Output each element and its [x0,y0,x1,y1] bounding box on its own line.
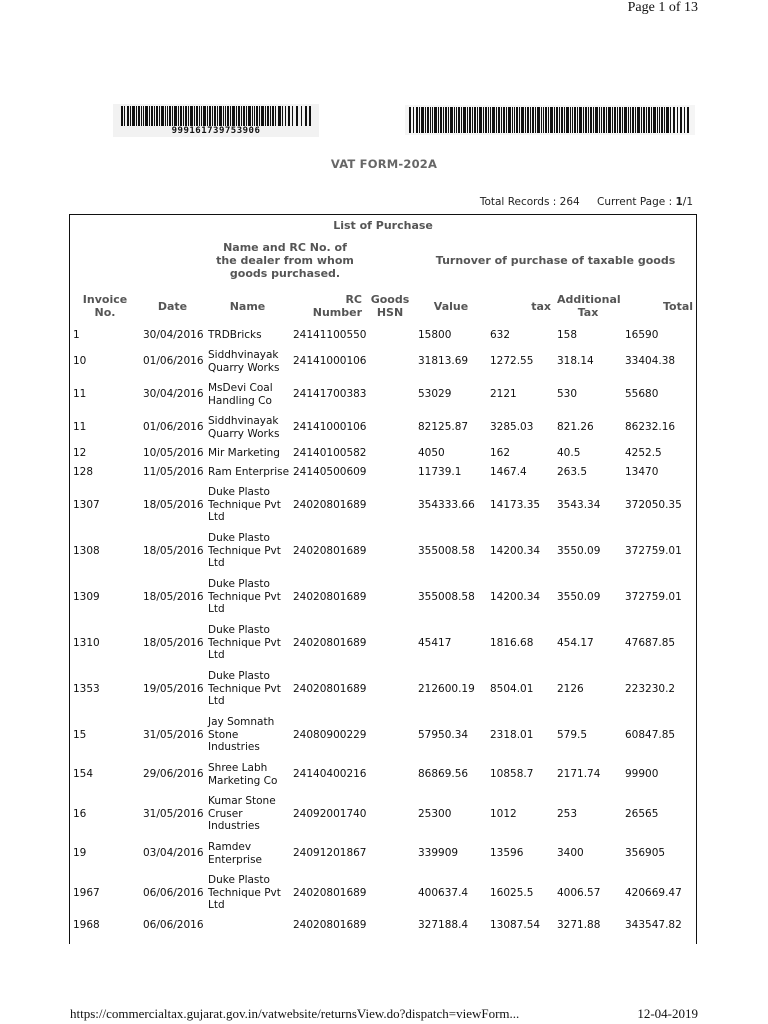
additional-tax: 3550.09 [557,590,601,603]
tax: 1467.4 [490,466,527,479]
value: 57950.34 [418,728,469,741]
additional-tax: 253 [557,807,578,820]
footer-url: https://commercialtax.gujarat.gov.in/vatwebsite/returnsView.do?dispatch=viewForm... [70,1006,520,1021]
col-date: Date [157,299,188,313]
table-caption: List of Purchase [333,218,433,232]
tax: 2121 [490,388,517,401]
table-row [70,326,696,345]
rc-number: 24020801689 [293,682,367,695]
barcode-right [405,105,695,135]
additional-tax: 158 [557,329,578,342]
invoice-no: 1968 [73,919,100,932]
rc-number: 24141000106 [293,355,367,368]
date: 18/05/2016 [143,636,204,649]
date: 10/05/2016 [143,447,204,460]
value: 53029 [418,388,452,401]
table-row [70,345,696,378]
rc-number: 24020801689 [293,886,367,899]
rc-number: 24141000106 [293,421,367,434]
date: 29/06/2016 [143,768,204,781]
date: 31/05/2016 [143,728,204,741]
dealer-name: Duke Plasto Technique Pvt Ltd [208,532,281,570]
dealer-name: MsDevi Coal Handling Co [208,382,273,407]
value: 25300 [418,807,452,820]
dealer-name: TRDBricks [208,329,262,342]
tax: 14173.35 [490,498,541,511]
tax: 14200.34 [490,590,541,603]
date: 03/04/2016 [143,847,204,860]
table-row [70,870,696,916]
tax: 13087.54 [490,919,541,932]
current-page: Current Page : 1/1 [597,196,693,208]
table-row [70,620,696,666]
rc-number: 24080900229 [293,728,367,741]
tax: 14200.34 [490,544,541,557]
additional-tax: 579.5 [557,728,588,741]
col-tax: tax [531,299,551,313]
additional-tax: 2126 [557,682,584,695]
dealer-name: Ramdev Enterprise [208,841,263,866]
table-row [70,444,696,463]
additional-tax: 3543.34 [557,498,601,511]
value: 339909 [418,847,459,860]
rc-number: 24141700383 [293,388,367,401]
goods-hsn [365,528,415,574]
date: 06/06/2016 [143,919,204,932]
value: 4050 [418,447,445,460]
dealer-name: Ram Enterprise [208,466,290,479]
invoice-no: 1353 [73,682,100,695]
additional-tax: 3400 [557,847,584,860]
rc-number: 24020801689 [293,498,367,511]
additional-tax: 263.5 [557,466,588,479]
value: 355008.58 [418,590,475,603]
invoice-no: 11 [73,421,87,434]
col-name: Name [229,299,266,313]
dealer-name: Duke Plasto Technique Pvt Ltd [208,624,281,662]
tax: 10858.7 [490,768,534,781]
table-row [70,574,696,620]
value: 15800 [418,329,452,342]
dealer-name: Siddhvinayak Quarry Works [208,349,280,374]
table-row [70,463,696,482]
tax: 1816.68 [490,636,534,649]
value: 327188.4 [418,919,469,932]
goods-hsn [365,482,415,528]
invoice-no: 19 [73,847,87,860]
total: 372050.35 [625,498,682,511]
purchase-table [70,216,696,935]
goods-hsn [365,378,415,411]
dealer-name: Kumar Stone Cruser Industries [208,795,276,833]
page-indicator: Page 1 of 13 [627,0,698,15]
total: 372759.01 [625,590,682,603]
value: 82125.87 [418,421,469,434]
additional-tax: 4006.57 [557,886,601,899]
invoice-no: 1307 [73,498,100,511]
dealer-name: Jay Somnath Stone Industries [208,716,275,754]
value: 31813.69 [418,355,469,368]
invoice-no: 11 [73,388,87,401]
tax: 3285.03 [490,421,534,434]
invoice-no: 12 [73,447,87,460]
total: 356905 [625,847,666,860]
date: 19/05/2016 [143,682,204,695]
dealer-group-header: Name and RC No. of the dealer from whom goods purchased. [216,240,354,280]
goods-hsn [365,791,415,837]
value: 355008.58 [418,544,475,557]
table-row [70,528,696,574]
dealer-name: Mir Marketing [208,447,280,460]
table-row [70,916,696,935]
barcode-icon [409,107,691,133]
invoice-no: 1310 [73,636,100,649]
invoice-no: 16 [73,807,87,820]
total: 26565 [625,807,659,820]
invoice-no: 1308 [73,544,100,557]
goods-hsn [365,758,415,791]
table-row [70,712,696,758]
goods-hsn [365,620,415,666]
barcode-number: 999161739753906 [171,126,261,136]
rc-number: 24020801689 [293,919,367,932]
total: 223230.2 [625,682,676,695]
total: 13470 [625,466,659,479]
tax: 1272.55 [490,355,534,368]
goods-hsn [365,870,415,916]
goods-hsn [365,326,415,345]
footer-date: 12-04-2019 [637,1006,698,1021]
tax: 13596 [490,847,524,860]
col-invoice-no: Invoice No. [82,293,128,319]
invoice-no: 1309 [73,590,100,603]
tax: 162 [490,447,511,460]
additional-tax: 530 [557,388,578,401]
tax: 2318.01 [490,728,534,741]
col-additional-tax: Additional Tax [557,293,621,319]
date: 01/06/2016 [143,355,204,368]
total: 4252.5 [625,447,662,460]
rc-number: 24140100582 [293,447,367,460]
total: 343547.82 [625,919,682,932]
date: 18/05/2016 [143,544,204,557]
total: 86232.16 [625,421,676,434]
table-row [70,411,696,444]
value: 86869.56 [418,768,469,781]
dealer-name: Duke Plasto Technique Pvt Ltd [208,670,281,708]
rc-number: 24140400216 [293,768,367,781]
total: 420669.47 [625,886,682,899]
total: 372759.01 [625,544,682,557]
total-records: Total Records : 264 [479,196,580,208]
total: 47687.85 [625,636,676,649]
dealer-name: Duke Plasto Technique Pvt Ltd [208,874,281,912]
value: 212600.19 [418,682,475,695]
barcode-icon [121,106,311,126]
invoice-no: 1 [73,329,80,342]
col-rc-number: RC Number [312,293,362,319]
rc-number: 24020801689 [293,590,367,603]
table-row [70,666,696,712]
form-title: VAT FORM-202A [330,157,438,171]
rc-number: 24092001740 [293,807,367,820]
col-total: Total [663,299,694,313]
total: 55680 [625,388,659,401]
date: 31/05/2016 [143,807,204,820]
dealer-name: Duke Plasto Technique Pvt Ltd [208,578,281,616]
table-row [70,482,696,528]
date: 01/06/2016 [143,421,204,434]
records-info [480,196,693,208]
date: 18/05/2016 [143,590,204,603]
goods-hsn [365,463,415,482]
date: 11/05/2016 [143,466,204,479]
invoice-no: 128 [73,466,94,479]
table-row [70,791,696,837]
value: 11739.1 [418,466,462,479]
invoice-no: 154 [73,768,94,781]
goods-hsn [365,411,415,444]
table-row [70,758,696,791]
tax: 632 [490,329,511,342]
total: 99900 [625,768,659,781]
invoice-no: 15 [73,728,87,741]
rc-number: 24091201867 [293,847,367,860]
tax: 1012 [490,807,517,820]
goods-hsn [365,712,415,758]
goods-hsn [365,574,415,620]
additional-tax: 3550.09 [557,544,601,557]
invoice-no: 10 [73,355,87,368]
dealer-name [205,916,290,935]
additional-tax: 2171.74 [557,768,601,781]
goods-hsn [365,837,415,870]
rc-number: 24020801689 [293,544,367,557]
value: 354333.66 [418,498,475,511]
additional-tax: 40.5 [557,447,581,460]
table-row [70,378,696,411]
barcode-left [113,104,319,137]
goods-hsn [365,444,415,463]
rc-number: 24141100550 [293,329,367,342]
date: 06/06/2016 [143,886,204,899]
date: 30/04/2016 [143,329,204,342]
table-row [70,837,696,870]
goods-hsn [365,666,415,712]
goods-hsn [365,916,415,935]
total: 16590 [625,329,659,342]
date: 30/04/2016 [143,388,204,401]
value: 400637.4 [418,886,469,899]
additional-tax: 454.17 [557,636,594,649]
total: 60847.85 [625,728,676,741]
tax: 8504.01 [490,682,534,695]
turnover-group-header: Turnover of purchase of taxable goods [435,253,676,267]
additional-tax: 318.14 [557,355,594,368]
rc-number: 24140500609 [293,466,367,479]
value: 45417 [418,636,452,649]
dealer-name: Shree Labh Marketing Co [208,762,278,787]
tax: 16025.5 [490,886,534,899]
date: 18/05/2016 [143,498,204,511]
col-goods-hsn: Goods HSN [370,293,410,319]
additional-tax: 3271.88 [557,919,601,932]
col-value: Value [433,299,469,313]
dealer-name: Siddhvinayak Quarry Works [208,415,280,440]
goods-hsn [365,345,415,378]
invoice-no: 1967 [73,886,100,899]
total: 33404.38 [625,355,676,368]
additional-tax: 821.26 [557,421,594,434]
dealer-name: Duke Plasto Technique Pvt Ltd [208,486,281,524]
rc-number: 24020801689 [293,636,367,649]
